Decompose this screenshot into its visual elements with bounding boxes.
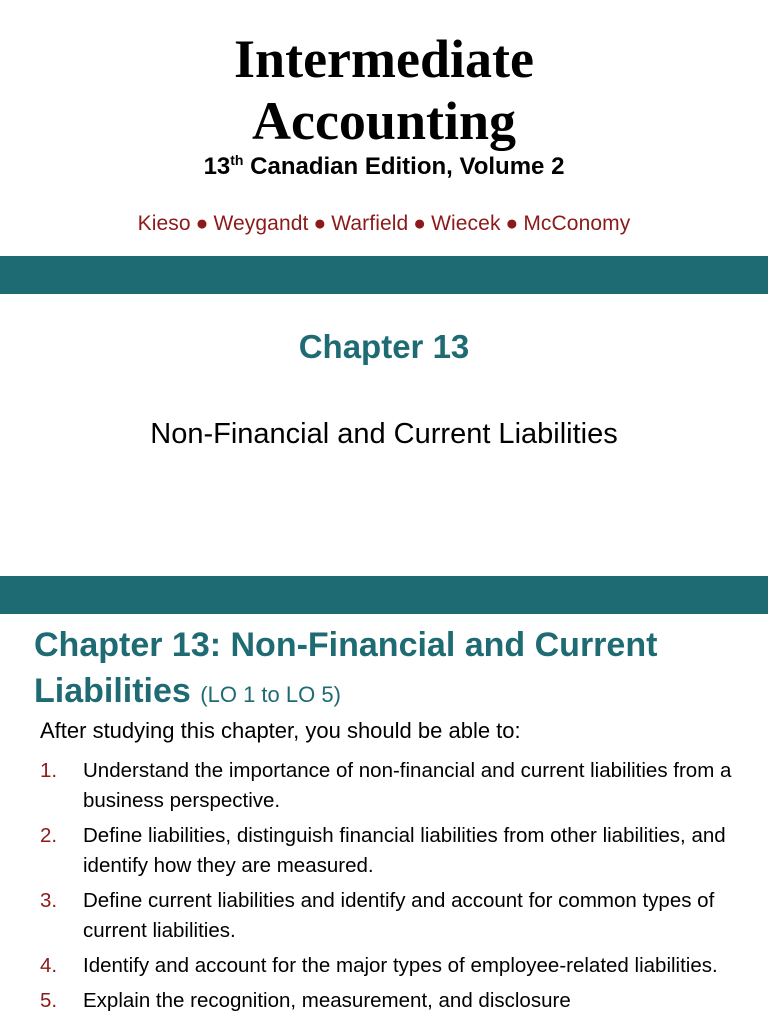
book-title-line-1: Intermediate	[234, 29, 534, 89]
item-text: Explain the recognition, measurement, and disclosure	[83, 989, 571, 1012]
book-title-line-2: Accounting	[251, 91, 516, 151]
learning-objectives-heading	[34, 622, 754, 718]
list-item	[40, 886, 740, 946]
author-name: Weygandt	[213, 212, 309, 235]
edition-number: 13	[203, 153, 231, 180]
author-list	[0, 212, 768, 236]
chapter-subtitle: Non-Financial and Current Liabilities	[150, 418, 618, 450]
author-name: McConomy	[523, 212, 631, 235]
item-number: 1.	[40, 759, 58, 782]
edition-line	[0, 152, 768, 181]
author-separator: ●	[195, 212, 209, 235]
heading-liabilities: Liabilities	[34, 672, 191, 710]
author-separator: ●	[413, 212, 427, 235]
author-separator: ●	[505, 212, 519, 235]
item-text: Understand the importance of non-financial and current liabilities from a business perspective.	[83, 759, 732, 812]
heading-line-1: Chapter 13: Non-Financial and Current	[34, 626, 658, 664]
list-item	[40, 986, 740, 1016]
objectives-intro: After studying this chapter, you should be able to:	[40, 718, 521, 743]
list-item	[40, 821, 740, 881]
item-number: 5.	[40, 989, 58, 1012]
lo-range: (LO 1 to LO 5)	[200, 682, 341, 707]
edition-text: Canadian Edition, Volume 2	[243, 153, 565, 180]
author-name: Wiecek	[431, 212, 501, 235]
chapter-label: Chapter 13	[298, 328, 470, 365]
item-text: Define current liabilities and identify and account for common types of current liabilities.	[83, 889, 715, 942]
item-text: Identify and account for the major types of employee-related liabilities.	[83, 954, 718, 977]
teal-divider-band	[0, 576, 768, 614]
item-number: 4.	[40, 954, 58, 977]
edition-suffix: th	[230, 152, 244, 168]
list-item	[40, 756, 740, 816]
list-item	[40, 951, 740, 981]
author-separator: ●	[313, 212, 327, 235]
item-number: 3.	[40, 889, 58, 912]
author-name: Warfield	[331, 212, 409, 235]
item-text: Define liabilities, distinguish financial liabilities from other liabilities, and identify how they are measured.	[83, 824, 726, 877]
heading-line-2	[34, 668, 754, 718]
item-number: 2.	[40, 824, 58, 847]
author-name: Kieso	[137, 212, 191, 235]
teal-divider-band	[0, 256, 768, 294]
objectives-list	[40, 756, 740, 1021]
